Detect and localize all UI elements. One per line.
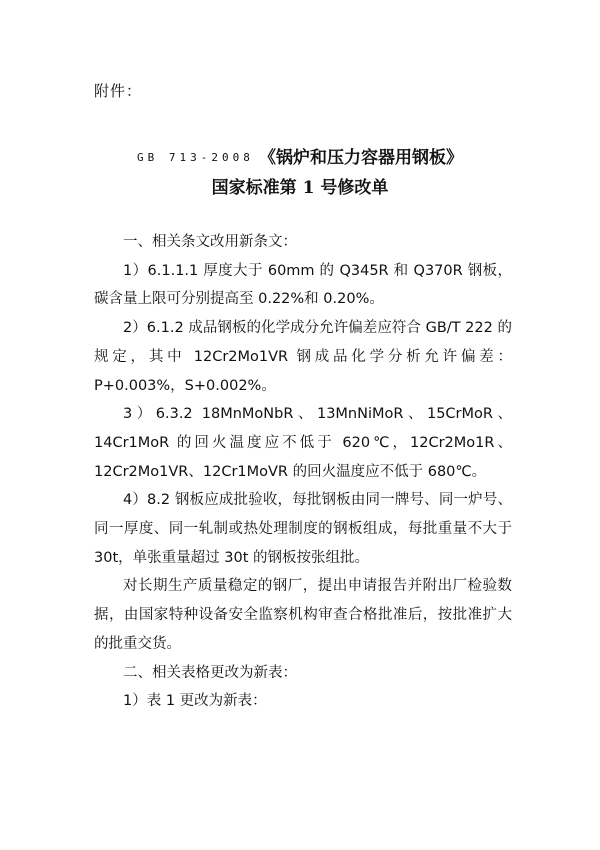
paragraph-table-1: 1）表 1 更改为新表： [123, 693, 267, 710]
paragraph-item-1: 1）6.1.1.1 厚度大于 60mm 的 Q345R 和 Q370R 钢板，碳含量上限可分别提高至 0.22%和 0.20%。 [94, 262, 512, 308]
standard-code: GB 713-2008 [137, 151, 254, 164]
document-title [0, 143, 600, 168]
document-body [94, 228, 512, 716]
paragraph-item-3: 3）6.3.2 18MnMoNbR、13MnNiMoR、15CrMoR、14Cr1MoR 的回火温度应不低于 620℃，12Cr2Mo1R、12Cr2Mo1VR、12Cr1MoVR 的回火温度应不低于 680℃。 [94, 406, 512, 480]
paragraph-item-4: 4）8.2 钢板应成批验收，每批钢板由同一牌号、同一炉号、同一厚度、同一轧制或热处理制度的钢板组成，每批重量不大于 30t，单张重量超过 30t 的钢板按张组批。 [94, 492, 512, 566]
standard-name: 《锅炉和压力容器用钢板》 [258, 148, 463, 168]
document-subtitle: 国家标准第 1 号修改单 [211, 178, 389, 198]
attachment-label: 附件： [94, 82, 143, 100]
paragraph-section-2-heading: 二、相关表格更改为新表： [123, 664, 297, 681]
paragraph-section-1-heading: 一、相关条文改用新条文： [123, 234, 297, 250]
paragraph-note: 对长期生产质量稳定的钢厂，提出申请报告并附出厂检验数据，由国家特种设备安全监察机构审查合格批准后，按批准扩大的批重交货。 [94, 578, 512, 652]
paragraph-item-2: 2）6.1.2 成品钢板的化学成分允许偏差应符合 GB/T 222 的规定，其中 12Cr2Mo1VR 钢成品化学分析允许偏差：P+0.003%，S+0.002%。 [94, 320, 512, 394]
